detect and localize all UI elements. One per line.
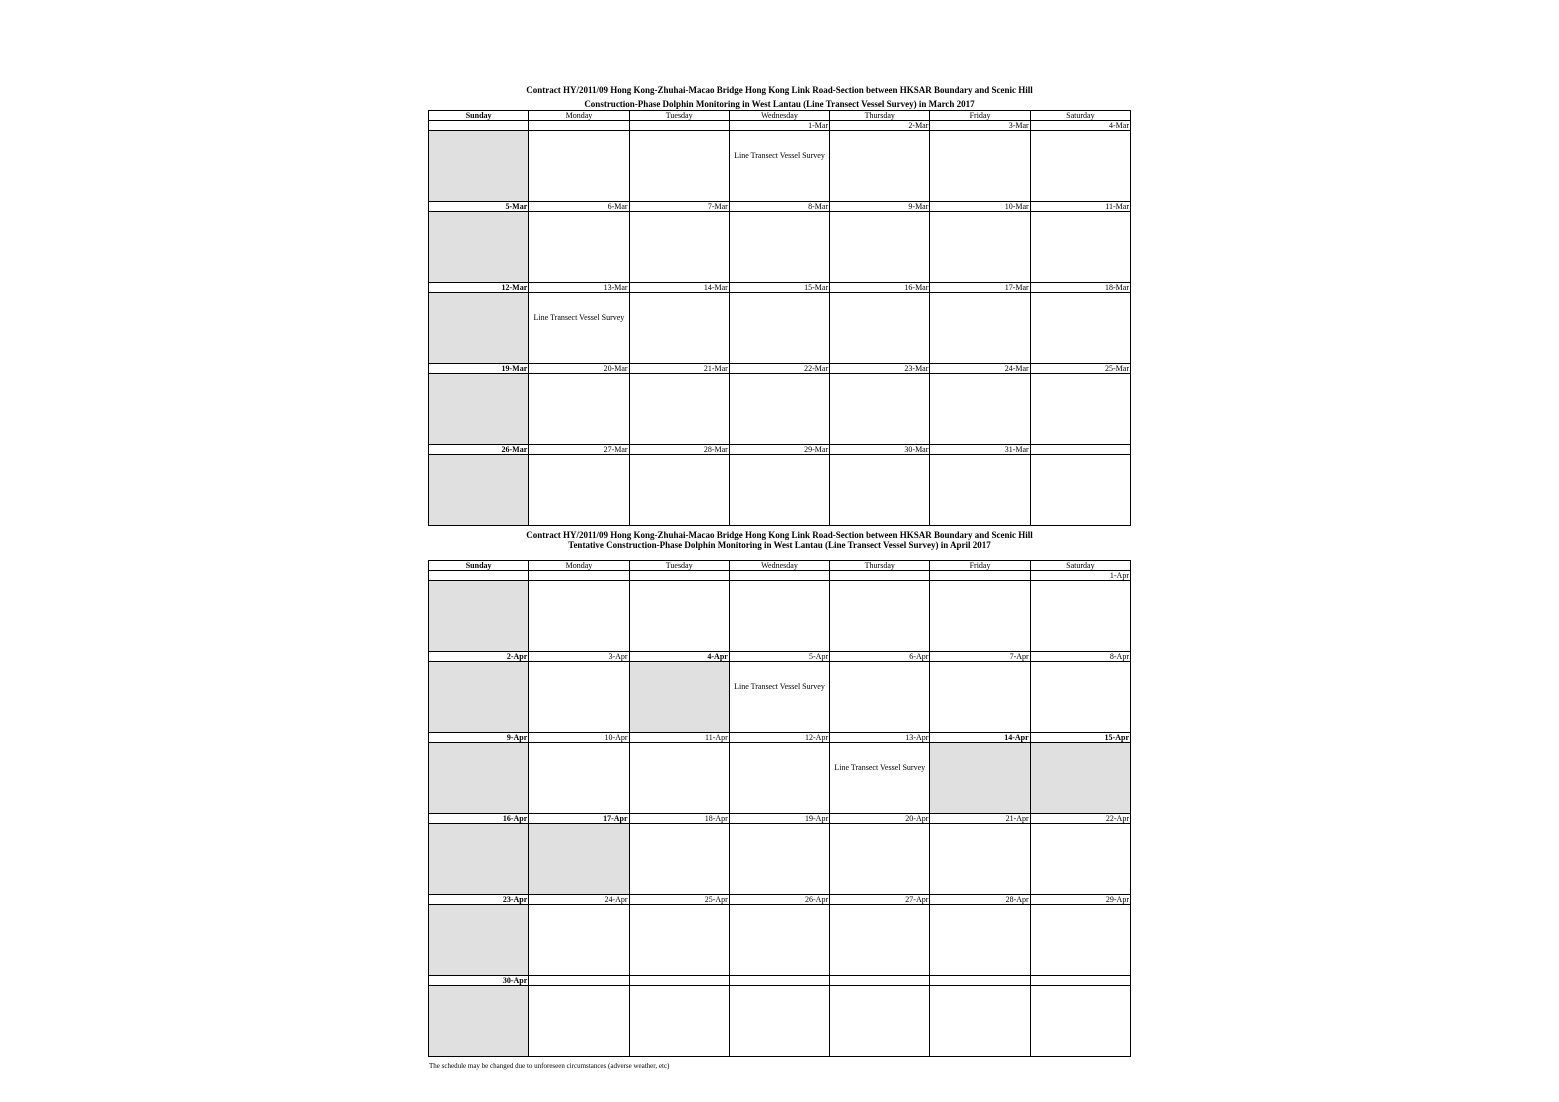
day-cell [429, 743, 529, 814]
day-body-row [429, 212, 1131, 283]
date-cell: 3-Mar [930, 121, 1030, 131]
day-cell [529, 581, 629, 652]
weekday-header-wednesday: Wednesday [729, 111, 829, 121]
day-cell [529, 212, 629, 283]
weekday-header-sunday: Sunday [429, 111, 529, 121]
date-cell: 9-Apr [429, 733, 529, 743]
march-title-line1: Contract HY/2011/09 Hong Kong-Zhuhai-Macao Bridge Hong Kong Link Road-Section between HKSAR Boundary and Scenic Hill [526, 85, 1033, 95]
weekday-header-thursday: Thursday [830, 561, 930, 571]
day-cell [930, 131, 1030, 202]
day-cell [729, 986, 829, 1057]
weekday-header-friday: Friday [930, 561, 1030, 571]
date-cell: 8-Apr [1030, 652, 1130, 662]
date-cell: 16-Mar [830, 283, 930, 293]
day-cell [830, 131, 930, 202]
day-cell [429, 824, 529, 895]
day-cell [1030, 662, 1130, 733]
day-cell [629, 662, 729, 733]
date-cell: 7-Apr [930, 652, 1030, 662]
day-cell [1030, 131, 1130, 202]
day-body-row [429, 293, 1131, 364]
date-cell: 16-Apr [429, 814, 529, 824]
day-cell [930, 212, 1030, 283]
weekday-header-tuesday: Tuesday [629, 561, 729, 571]
weekday-header-monday: Monday [529, 561, 629, 571]
date-cell: 26-Mar [429, 445, 529, 455]
april-title-line2: Tentative Construction-Phase Dolphin Monitoring in West Lantau (Line Transect Vessel Survey) in April 2017 [568, 540, 991, 550]
day-cell [830, 986, 930, 1057]
date-cell: 12-Mar [429, 283, 529, 293]
day-cell [629, 743, 729, 814]
date-cell: 27-Mar [529, 445, 629, 455]
survey-event: Line Transect Vessel Survey [734, 151, 825, 160]
day-cell [429, 986, 529, 1057]
date-cell: 18-Mar [1030, 283, 1130, 293]
date-row [429, 571, 1131, 581]
day-cell [729, 374, 829, 445]
date-cell: 1-Apr [1030, 571, 1130, 581]
day-cell [629, 455, 729, 526]
april-title-line1: Contract HY/2011/09 Hong Kong-Zhuhai-Macao Bridge Hong Kong Link Road-Section between HKSAR Boundary and Scenic Hill [526, 530, 1033, 540]
date-cell: 26-Apr [729, 895, 829, 905]
date-cell: 30-Mar [830, 445, 930, 455]
date-cell: 25-Apr [629, 895, 729, 905]
day-cell [429, 131, 529, 202]
date-cell: 24-Mar [930, 364, 1030, 374]
day-cell [830, 293, 930, 364]
day-cell [529, 905, 629, 976]
day-cell [930, 905, 1030, 976]
survey-event: Line Transect Vessel Survey [834, 763, 926, 772]
date-cell: 11-Mar [1030, 202, 1130, 212]
date-cell: 15-Apr [1030, 733, 1130, 743]
day-cell [830, 743, 930, 814]
date-cell: 27-Apr [830, 895, 930, 905]
date-cell: 22-Mar [729, 364, 829, 374]
day-cell [930, 986, 1030, 1057]
day-cell [429, 212, 529, 283]
day-cell [729, 824, 829, 895]
day-cell [830, 824, 930, 895]
day-cell [629, 293, 729, 364]
day-cell [930, 581, 1030, 652]
day-cell [529, 824, 629, 895]
date-cell: 2-Mar [830, 121, 930, 131]
day-cell [429, 905, 529, 976]
date-cell: 20-Mar [529, 364, 629, 374]
date-cell: 2-Apr [429, 652, 529, 662]
day-cell [629, 374, 729, 445]
day-cell [429, 662, 529, 733]
date-cell [930, 571, 1030, 581]
date-row [429, 814, 1131, 824]
date-cell: 29-Apr [1030, 895, 1130, 905]
date-cell: 18-Apr [629, 814, 729, 824]
date-cell [729, 976, 829, 986]
day-cell [729, 293, 829, 364]
day-body-row [429, 905, 1131, 976]
date-cell: 24-Apr [529, 895, 629, 905]
date-cell: 25-Mar [1030, 364, 1130, 374]
day-cell [529, 662, 629, 733]
date-cell [830, 571, 930, 581]
date-row [429, 202, 1131, 212]
date-row [429, 445, 1131, 455]
day-cell [629, 905, 729, 976]
date-cell: 10-Apr [529, 733, 629, 743]
date-cell [529, 121, 629, 131]
day-body-row [429, 824, 1131, 895]
date-cell: 14-Mar [629, 283, 729, 293]
date-cell: 21-Mar [629, 364, 729, 374]
day-cell [429, 374, 529, 445]
day-cell [1030, 824, 1130, 895]
date-cell: 6-Apr [830, 652, 930, 662]
day-cell [830, 455, 930, 526]
date-cell: 6-Mar [529, 202, 629, 212]
day-cell [930, 662, 1030, 733]
date-cell: 22-Apr [1030, 814, 1130, 824]
date-row [429, 121, 1131, 131]
date-row [429, 733, 1131, 743]
date-cell: 13-Apr [830, 733, 930, 743]
date-cell: 12-Apr [729, 733, 829, 743]
date-cell [429, 121, 529, 131]
date-cell: 28-Apr [930, 895, 1030, 905]
date-cell: 4-Mar [1030, 121, 1130, 131]
march-calendar [428, 110, 1131, 526]
day-cell [1030, 581, 1130, 652]
survey-event: Line Transect Vessel Survey [533, 313, 625, 322]
date-cell: 3-Apr [529, 652, 629, 662]
date-cell: 8-Mar [729, 202, 829, 212]
date-cell: 29-Mar [729, 445, 829, 455]
date-cell [1030, 445, 1130, 455]
date-cell: 31-Mar [930, 445, 1030, 455]
date-row [429, 364, 1131, 374]
day-cell [629, 131, 729, 202]
date-cell: 7-Mar [629, 202, 729, 212]
weekday-header-saturday: Saturday [1030, 561, 1130, 571]
weekday-header-monday: Monday [529, 111, 629, 121]
date-cell [529, 976, 629, 986]
day-cell [729, 743, 829, 814]
day-cell [529, 743, 629, 814]
date-cell: 23-Apr [429, 895, 529, 905]
day-cell [1030, 293, 1130, 364]
date-cell: 17-Mar [930, 283, 1030, 293]
day-cell [429, 581, 529, 652]
day-cell [1030, 212, 1130, 283]
day-cell [729, 905, 829, 976]
day-cell [729, 662, 829, 733]
day-cell [930, 824, 1030, 895]
date-cell: 9-Mar [830, 202, 930, 212]
date-row [429, 895, 1131, 905]
day-cell [830, 662, 930, 733]
survey-event: Line Transect Vessel Survey [734, 682, 825, 691]
date-cell: 17-Apr [529, 814, 629, 824]
day-cell [930, 455, 1030, 526]
day-cell [629, 212, 729, 283]
weekday-header-thursday: Thursday [830, 111, 930, 121]
date-cell [830, 976, 930, 986]
day-cell [830, 581, 930, 652]
date-cell: 10-Mar [930, 202, 1030, 212]
day-body-row [429, 131, 1131, 202]
day-cell [529, 455, 629, 526]
day-cell [629, 581, 729, 652]
day-cell [930, 374, 1030, 445]
day-cell [729, 455, 829, 526]
date-cell: 19-Mar [429, 364, 529, 374]
date-cell [629, 571, 729, 581]
day-cell [629, 824, 729, 895]
date-row [429, 976, 1131, 986]
day-cell [729, 212, 829, 283]
weekday-header-friday: Friday [930, 111, 1030, 121]
day-cell [729, 131, 829, 202]
weekday-header-row [429, 561, 1131, 571]
date-cell [629, 976, 729, 986]
date-cell: 5-Mar [429, 202, 529, 212]
day-cell [1030, 374, 1130, 445]
schedule-footnote: The schedule may be changed due to unforeseen circumstances (adverse weather, etc) [429, 1062, 670, 1070]
day-cell [1030, 743, 1130, 814]
date-cell [629, 121, 729, 131]
day-cell [930, 743, 1030, 814]
weekday-header-saturday: Saturday [1030, 111, 1130, 121]
weekday-header-wednesday: Wednesday [729, 561, 829, 571]
day-cell [529, 374, 629, 445]
date-cell: 5-Apr [729, 652, 829, 662]
march-title-line2: Construction-Phase Dolphin Monitoring in West Lantau (Line Transect Vessel Survey) in March 2017 [584, 99, 975, 109]
date-cell: 1-Mar [729, 121, 829, 131]
day-cell [830, 374, 930, 445]
date-cell [1030, 976, 1130, 986]
date-cell [429, 571, 529, 581]
day-body-row [429, 374, 1131, 445]
day-cell [729, 581, 829, 652]
date-cell: 20-Apr [830, 814, 930, 824]
date-cell: 15-Mar [729, 283, 829, 293]
day-cell [1030, 905, 1130, 976]
date-cell: 21-Apr [930, 814, 1030, 824]
day-body-row [429, 986, 1131, 1057]
day-cell [830, 212, 930, 283]
day-body-row [429, 662, 1131, 733]
day-cell [429, 293, 529, 364]
date-cell: 4-Apr [629, 652, 729, 662]
day-cell [830, 905, 930, 976]
date-cell: 11-Apr [629, 733, 729, 743]
date-row [429, 652, 1131, 662]
date-cell: 13-Mar [529, 283, 629, 293]
day-cell [529, 293, 629, 364]
weekday-header-sunday: Sunday [429, 561, 529, 571]
date-cell: 30-Apr [429, 976, 529, 986]
date-cell [930, 976, 1030, 986]
weekday-header-tuesday: Tuesday [629, 111, 729, 121]
day-cell [930, 293, 1030, 364]
date-row [429, 283, 1131, 293]
day-body-row [429, 455, 1131, 526]
weekday-header-row [429, 111, 1131, 121]
day-body-row [429, 581, 1131, 652]
day-cell [429, 455, 529, 526]
date-cell [729, 571, 829, 581]
day-cell [529, 131, 629, 202]
date-cell [529, 571, 629, 581]
day-cell [1030, 455, 1130, 526]
day-body-row [429, 743, 1131, 814]
date-cell: 14-Apr [930, 733, 1030, 743]
date-cell: 23-Mar [830, 364, 930, 374]
day-cell [629, 986, 729, 1057]
day-cell [529, 986, 629, 1057]
date-cell: 28-Mar [629, 445, 729, 455]
date-cell: 19-Apr [729, 814, 829, 824]
april-calendar [428, 560, 1131, 1057]
day-cell [1030, 986, 1130, 1057]
